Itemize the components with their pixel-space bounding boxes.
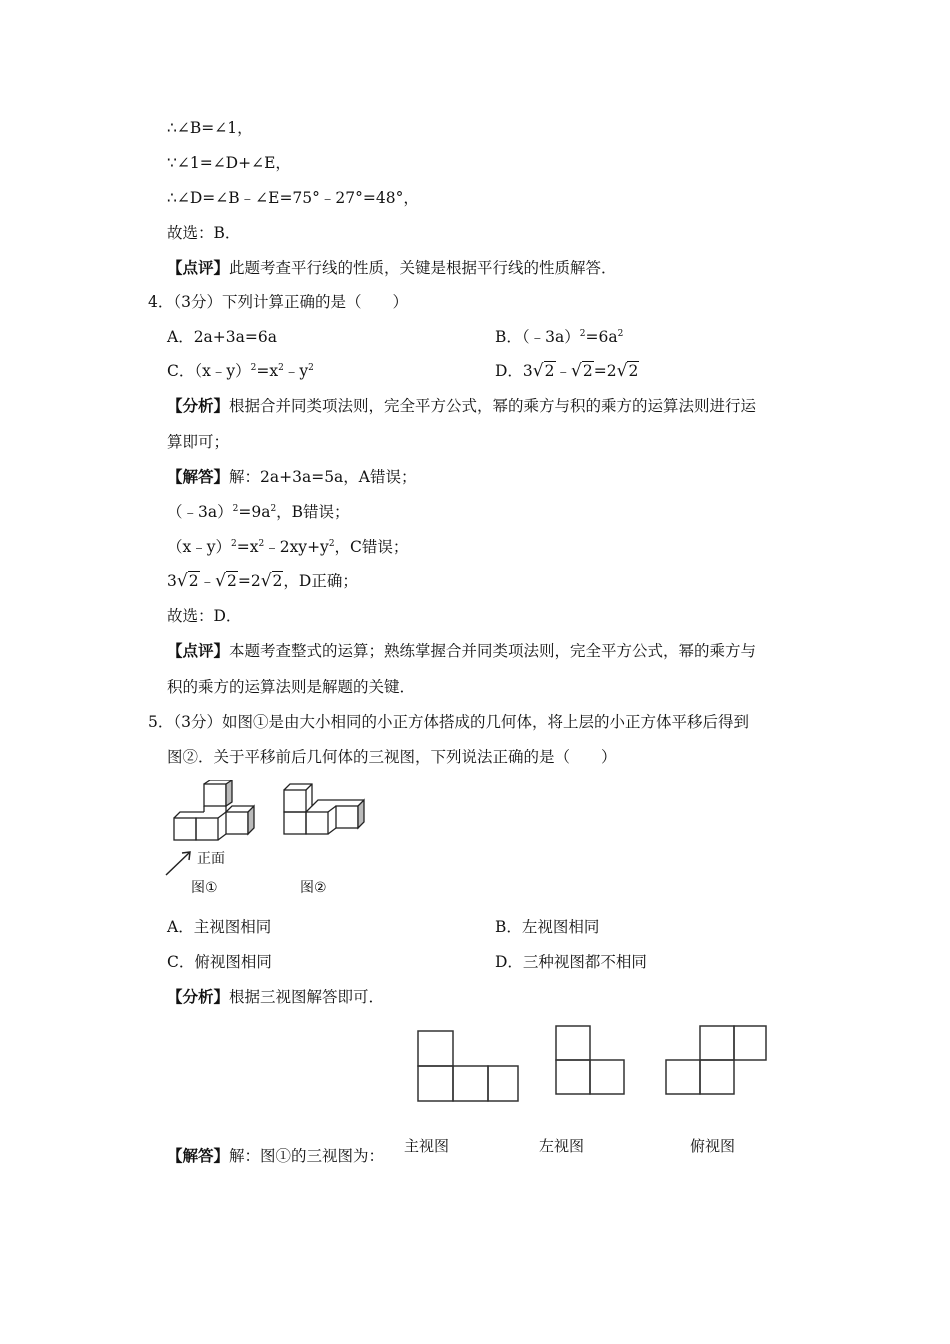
text: ﹣2xy+y xyxy=(264,538,329,556)
q4-stem: 4．（3分）下列计算正确的是（ ） xyxy=(148,293,408,311)
sqrt: √2 xyxy=(176,571,199,591)
q4-answer-4 xyxy=(167,571,358,591)
proof-line-1: ∴∠B=∠1， xyxy=(167,119,253,137)
proof-line-2: ∵∠1=∠D+∠E， xyxy=(167,154,291,172)
answer-tag: 【解答】 xyxy=(167,1147,230,1165)
comment-text: 此题考查平行线的性质，关键是根据平行线的性质解答． xyxy=(229,259,617,277)
q4-comment-1 xyxy=(167,641,756,661)
sqrt: √2 xyxy=(532,361,555,381)
text: ，B错误； xyxy=(276,503,350,521)
q4-analysis-2: 算即可； xyxy=(167,433,230,451)
q4-option-d xyxy=(495,361,639,381)
answer-tag: 【解答】 xyxy=(167,468,230,486)
text: 解：图①的三视图为： xyxy=(229,1147,385,1165)
sqrt: √2 xyxy=(571,361,593,381)
sqrt: √2 xyxy=(260,571,283,591)
choose-line-q3: 故选：B． xyxy=(167,224,241,242)
q4-answer-2 xyxy=(167,502,350,522)
text: B．（﹣3a） xyxy=(495,328,580,346)
text: 根据合并同类项法则，完全平方公式，幂的乘方与积的乘方的运算法则进行运 xyxy=(229,397,757,415)
text: D．3 xyxy=(495,362,533,380)
text: （﹣3a） xyxy=(167,503,233,521)
sqrt: √2 xyxy=(616,361,639,381)
text: =2 xyxy=(237,572,261,590)
text: ﹣ xyxy=(555,362,572,380)
text: =9a xyxy=(238,503,271,521)
text: =x xyxy=(256,362,279,380)
radicand: 2 xyxy=(272,572,283,590)
text: =6a xyxy=(585,328,618,346)
comment-tag: 【点评】 xyxy=(167,642,230,660)
analysis-tag: 【分析】 xyxy=(167,397,230,415)
sup: 2 xyxy=(270,503,277,514)
left-view-drawing xyxy=(550,1020,635,1100)
top-view-drawing xyxy=(660,1020,775,1100)
q4-comment-2: 积的乘方的运算法则是解题的关键． xyxy=(167,678,416,696)
radicand: 2 xyxy=(226,572,237,590)
figure-1-label: 图① xyxy=(191,880,218,896)
front-label: 正面 xyxy=(197,851,225,867)
sqrt: √2 xyxy=(215,571,237,591)
text: ﹣ xyxy=(199,572,216,590)
text: （x﹣y） xyxy=(167,538,231,556)
front-view-drawing xyxy=(410,1025,530,1105)
q5-answer xyxy=(167,1146,384,1166)
q5-analysis xyxy=(167,987,384,1007)
sup: 2 xyxy=(258,538,265,549)
q4-option-a: A．2a+3a=6a xyxy=(167,328,277,346)
sup: 2 xyxy=(231,538,237,549)
q4-option-b xyxy=(495,327,623,347)
text: 本题考查整式的运算；熟练掌握合并同类项法则，完全平方公式，幂的乘方与 xyxy=(229,642,757,660)
q5-option-d: D．三种视图都不相同 xyxy=(495,953,647,971)
q4-answer-1 xyxy=(167,467,417,487)
q5-option-c: C．俯视图相同 xyxy=(167,953,272,971)
sup: 2 xyxy=(250,362,257,373)
radicand: 2 xyxy=(628,362,639,380)
figure-2-label: 图② xyxy=(300,880,327,896)
analysis-tag: 【分析】 xyxy=(167,988,230,1006)
text: =x xyxy=(236,538,259,556)
q5-stem-2: 图②．关于平移前后几何体的三视图，下列说法正确的是（ ） xyxy=(167,748,617,766)
text: ﹣y xyxy=(283,362,309,380)
q3-comment xyxy=(167,258,617,278)
proof-line-3: ∴∠D=∠B﹣∠E=75°﹣27°=48°， xyxy=(167,189,419,207)
q5-stem-1: 5．（3分）如图①是由大小相同的小正方体搭成的几何体，将上层的小正方体平移后得到 xyxy=(148,713,749,731)
front-view-label: 主视图 xyxy=(404,1137,450,1155)
left-view-label: 左视图 xyxy=(539,1137,585,1155)
text: 3 xyxy=(167,572,177,590)
q4-choose: 故选：D． xyxy=(167,607,242,625)
q4-analysis-1 xyxy=(167,396,756,416)
sup: 2 xyxy=(232,503,239,514)
sup: 2 xyxy=(579,328,586,339)
text: ，C错误； xyxy=(334,538,409,556)
q5-option-b: B．左视图相同 xyxy=(495,918,600,936)
text: ，D正确； xyxy=(283,572,358,590)
q4-answer-3 xyxy=(167,537,408,557)
figure-2-cubes xyxy=(278,780,378,840)
text: =2 xyxy=(593,362,617,380)
radicand: 2 xyxy=(188,572,199,590)
radicand: 2 xyxy=(544,362,555,380)
comment-tag: 【点评】 xyxy=(167,259,230,277)
q4-option-c xyxy=(167,361,314,381)
text: 解：2a+3a=5a，A错误； xyxy=(229,468,417,486)
top-view-label: 俯视图 xyxy=(690,1137,736,1155)
text: C．（x﹣y） xyxy=(167,362,251,380)
radicand: 2 xyxy=(582,362,593,380)
sup: 2 xyxy=(617,328,624,339)
sup: 2 xyxy=(308,362,314,373)
sup: 2 xyxy=(278,362,284,373)
q5-option-a: A．主视图相同 xyxy=(167,918,272,936)
sup: 2 xyxy=(328,538,335,549)
text: 根据三视图解答即可． xyxy=(229,988,385,1006)
